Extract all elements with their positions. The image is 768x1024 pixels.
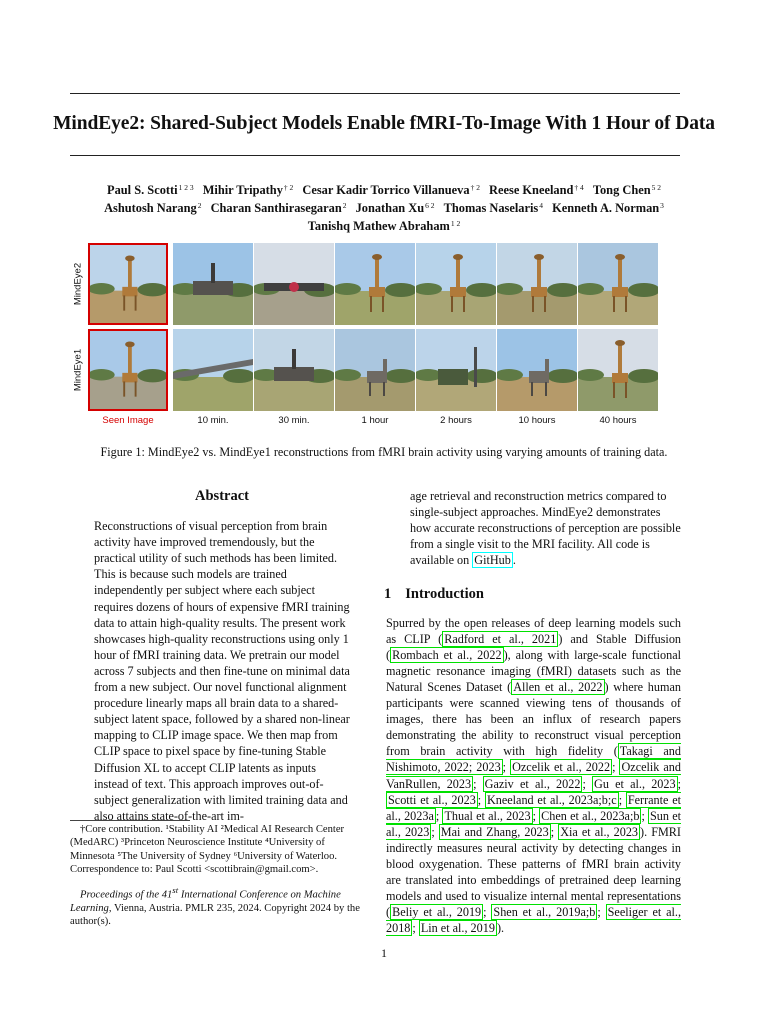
row-label-mindeye2: MindEye2 — [72, 262, 84, 306]
column-label-training-time: 1 hour — [361, 415, 389, 426]
introduction-text: ) where human participants were scanned viewing tens of thousands of images, there has been an influx of research papers demonstrating the ability to reconstruct visual perception from brain activity with high fidelity ( — [386, 679, 681, 759]
introduction-text: ). — [496, 921, 505, 936]
citation-link[interactable]: Rombach et al., 2022 — [392, 647, 502, 662]
footnote-rule — [70, 820, 190, 821]
introduction-text: ; — [618, 792, 626, 807]
author-affiliation: 1 2 — [450, 219, 461, 228]
introduction-text: ; — [477, 792, 485, 807]
author-name: Paul S. Scotti$^{1 2 3}$ — [107, 183, 194, 197]
column-label-seen-image: Seen Image — [102, 415, 154, 426]
citation-link[interactable]: Takagi and Nishimoto, 2022; 2023 — [386, 744, 681, 775]
author-name: Tanishq Mathew Abraham$^{1 2}$ — [307, 219, 461, 233]
introduction-text: ), along with large-scale functional magnetic resonance imaging (fMRI) datasets such as the Natural Scenes Dataset ( — [386, 647, 681, 694]
reconstruction-image — [578, 329, 658, 411]
introduction-text: ; — [612, 760, 620, 775]
reconstruction-image — [497, 329, 577, 411]
proceedings-footnote: Proceedings of the 41st International Conference on Machine Learning, Vienna, Austria. PMLR 235, 2024. Copyright 2024 by the author(s). — [70, 884, 360, 927]
author-affiliation: 2 — [197, 201, 202, 210]
title-rule — [70, 155, 680, 156]
column-label-training-time: 10 min. — [197, 415, 229, 426]
left-column — [94, 488, 350, 824]
author-name: Jonathan $Xu^{6 2}$ — [355, 201, 435, 215]
column-label-training-time: 40 hours — [599, 415, 637, 426]
citation-link[interactable]: Sun et al., 2023 — [386, 808, 681, 839]
column-label-training-time: 30 min. — [278, 415, 310, 426]
column-label-training-time: 2 hours — [440, 415, 472, 426]
author-affiliation: 1 2 3 — [178, 183, 194, 192]
top-rule — [70, 93, 680, 94]
citation-link[interactable]: Allen et al., 2022 — [513, 679, 603, 694]
citation-link[interactable]: Ferrante et al., 2023a — [386, 792, 682, 823]
seen-image-tile — [88, 243, 168, 325]
reconstruction-image — [416, 329, 496, 411]
reconstruction-image — [578, 243, 658, 325]
introduction-text: ; — [582, 776, 593, 791]
reconstruction-image — [254, 329, 334, 411]
citation-link[interactable]: Kneeland et al., 2023a;b;c — [486, 792, 617, 807]
row-label-mindeye1: MindEye1 — [72, 348, 84, 392]
author-name: Tong Chen$^{5 2}$ — [592, 183, 661, 197]
citation-link[interactable]: Gu et al., 2023 — [594, 776, 676, 791]
author-affiliation: † 4 — [574, 183, 584, 192]
introduction-heading: 1 Introduction — [384, 586, 484, 603]
author-name: Mihir Tripathy$^{\dagger 2}$ — [202, 183, 294, 197]
author-affiliation: 3 — [660, 201, 664, 210]
author-name: Kenneth A. Norman$^3$ — [552, 201, 664, 215]
introduction-text: ; — [435, 808, 443, 823]
abstract-continuation: age retrieval and reconstruction metrics compared to single-subject approaches. MindEye2 demonstrates how accurate reconstructions of perception are possible from a single visit to the MRI facility. All code is available on GitHub . — [410, 489, 681, 568]
introduction-text: ; — [597, 905, 606, 920]
introduction-text: ; — [550, 824, 559, 839]
citation-link[interactable]: Mai and Zhang, 2023 — [440, 824, 549, 839]
citation-link[interactable]: Lin et al., 2019 — [420, 921, 495, 936]
abstract-heading: Abstract — [195, 488, 249, 504]
reconstruction-image — [173, 329, 253, 411]
citation-link[interactable]: Seeliger et al., 2018 — [386, 905, 682, 936]
introduction-text: ; — [483, 905, 492, 920]
citation-link[interactable]: Scotti et al., 2023 — [388, 792, 476, 807]
figure-caption: Figure 1: MindEye2 vs. MindEye1 reconstructions from fMRI brain activity using varying amounts of training data. — [100, 445, 668, 459]
reconstruction-image — [254, 243, 334, 325]
author-name: Reese Kneeland$^{\dagger 4}$ — [489, 183, 584, 197]
author-name: Cesar Kadir Torrico Villanueva$^{\dagger 2}$ — [302, 183, 480, 197]
reconstruction-image — [173, 243, 253, 325]
page-number: 1 — [381, 946, 387, 960]
citation-link[interactable]: Radford et al., 2021 — [444, 631, 557, 646]
paper-title: MindEye2: Shared-Subject Models Enable fMRI-To-Image With 1 Hour of Data — [53, 113, 715, 134]
figure-reconstructions — [70, 243, 682, 428]
author-affiliation: 2 — [342, 201, 347, 210]
author-affiliation: 5 2 — [651, 183, 661, 192]
reconstruction-image — [497, 243, 577, 325]
citation-link[interactable]: Ozcelik et al., 2022 — [512, 760, 611, 775]
introduction-text: ; — [502, 760, 511, 775]
introduction-body — [386, 615, 681, 937]
author-affiliation: † 2 — [470, 183, 480, 192]
author-name: Ashutosh Narang$^2$ — [104, 201, 202, 215]
citation-link[interactable]: Thual et al., 2023 — [444, 808, 531, 823]
footnotes — [70, 823, 366, 935]
introduction-text: ; — [532, 808, 540, 823]
citation-link[interactable]: Chen et al., 2023a;b — [541, 808, 640, 823]
reconstruction-image — [335, 329, 415, 411]
citation-link[interactable]: Beliy et al., 2019 — [392, 905, 482, 920]
citation-link[interactable]: Xia et al., 2023 — [560, 824, 639, 839]
seen-image-tile — [88, 329, 168, 411]
author-affiliation: 4 — [539, 201, 543, 210]
citation-link[interactable]: Gaziv et al., 2022 — [484, 776, 581, 791]
introduction-text: ). FMRI indirectly measures neural activity by detecting changes in blood oxygenation. These patterns of fMRI brain activity are translated into embeddings of pretrained deep learning models and used to visualize internal mental representations ( — [386, 824, 681, 920]
right-column — [386, 488, 681, 936]
introduction-text: ) and Stable Diffusion ( — [386, 631, 682, 662]
author-list — [60, 180, 708, 234]
introduction-text: ; — [641, 808, 649, 823]
author-affiliation: 6 2 — [425, 201, 435, 210]
author-name: Thomas Naselaris$^4$ — [443, 201, 543, 215]
introduction-text: ; — [473, 776, 483, 791]
introduction-text: ; — [412, 921, 419, 936]
introduction-text: ; — [677, 776, 681, 791]
abstract-body: Reconstructions of visual perception from brain activity have improved tremendously, but the practical utility of such methods has been limited. This is because such models are trained independently per subject where each subject requires dozens of hours of expensive fMRI training data to attain high-quality results. The present work showcases high-quality reconstructions using only 1 hour of fMRI training data. We pretrain our model across 7 subjects and then fine-tune on minimal data from a new subject. Our novel functional alignment procedure linearly maps all brain data to a shared-subject latent space, followed by a shared non-linear mapping to CLIP image space. We then map from CLIP space to pixel space by fine-tuning Stable Diffusion XL to accept CLIP latents as inputs instead of text. This approach improves out-of-subject generalization with limited training data and also attains state-of-the-art im- — [94, 519, 350, 823]
introduction-text: Spurred by the open releases of deep learning models such as CLIP ( — [386, 615, 681, 646]
citation-link[interactable]: Shen et al., 2019a;b — [493, 905, 596, 920]
author-affiliation: † 2 — [283, 183, 294, 192]
contribution-footnote: †Core contribution. ¹Stability AI ²Medical AI Research Center (MedARC) ³Princeton Neuroscience Institute ⁴University of Minnesota ⁵The University of Sydney ⁶University of Waterloo. Correspondence to: Paul Scotti <scottibrain@gmail.com>. — [70, 824, 345, 876]
reconstruction-image — [416, 243, 496, 325]
introduction-text: ; — [431, 824, 439, 839]
reconstruction-image — [335, 243, 415, 325]
author-name: Charan Santhirasegaran$^2$ — [210, 201, 347, 215]
column-label-training-time: 10 hours — [518, 415, 556, 426]
citation-link[interactable]: Ozcelik and VanRullen, 2023 — [386, 760, 681, 791]
github-link[interactable]: GitHub — [474, 553, 511, 568]
